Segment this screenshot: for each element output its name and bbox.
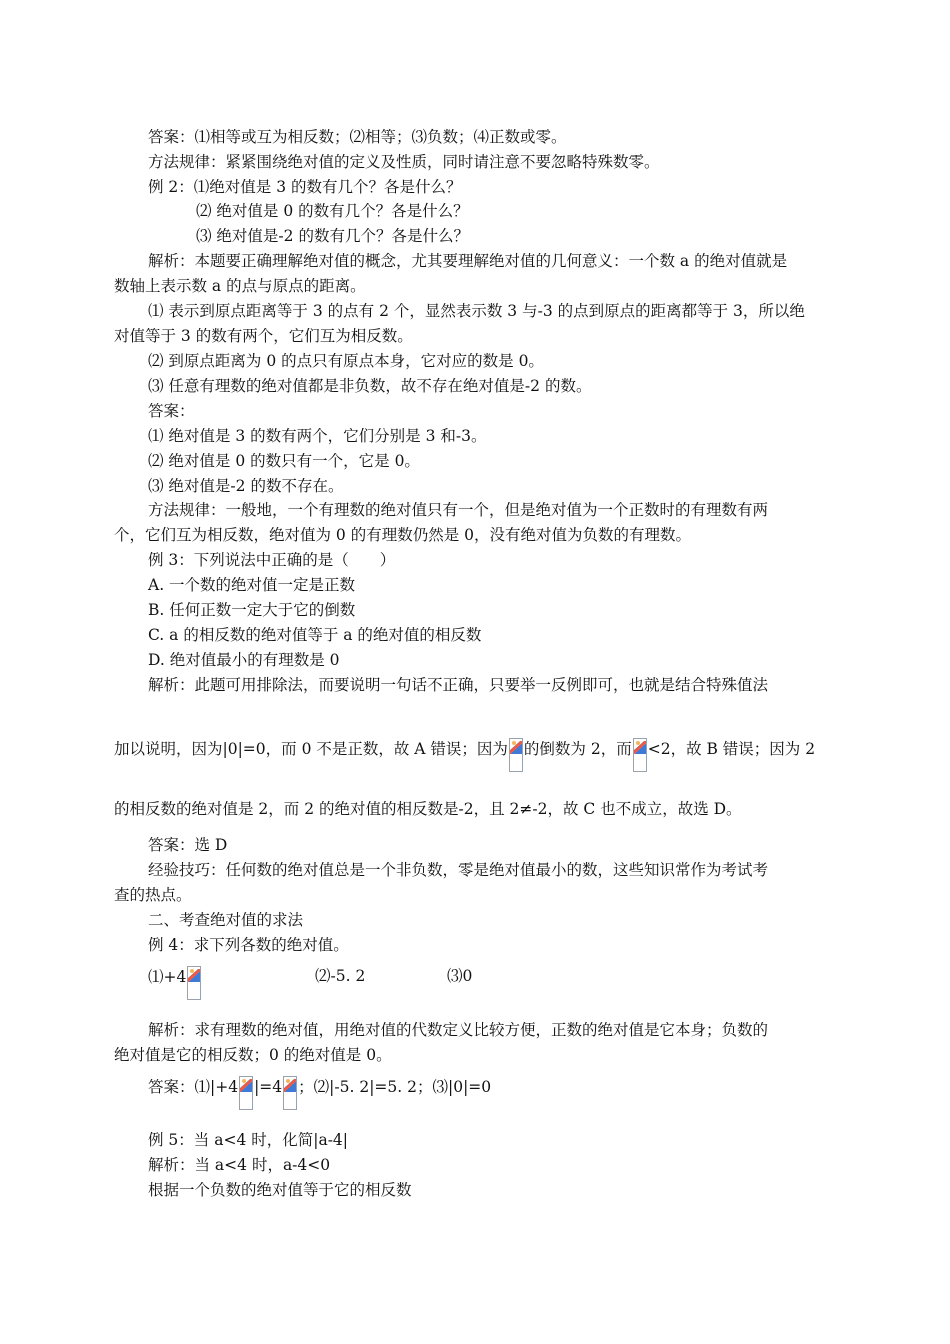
option-b: B. 任何正数一定大于它的倒数 bbox=[148, 601, 356, 619]
answer-ex2-a3: ⑶ 绝对值是-2 的数不存在。 bbox=[148, 477, 344, 495]
example-4-question: 例 4：求下列各数的绝对值。 bbox=[148, 936, 349, 954]
example-4-item2: ⑵-5. 2 bbox=[315, 967, 366, 985]
option-a: A. 一个数的绝对值一定是正数 bbox=[148, 576, 356, 594]
answer-ex1: 答案：⑴相等或互为相反数；⑵相等；⑶负数；⑷正数或零。 bbox=[148, 128, 567, 146]
analysis-ex3-line2-part1: 加以说明，因为|0|=0，而 0 不是正数，故 A 错误；因为 bbox=[114, 740, 508, 758]
method-rule-1: 方法规律：紧紧围绕绝对值的定义及性质，同时请注意不要忽略特殊数零。 bbox=[148, 153, 660, 171]
method-rule-2-line1: 方法规律：一般地，一个有理数的绝对值只有一个，但是绝对值为一个正数时的有理数有两 bbox=[148, 501, 769, 519]
example-3-question: 例 3：下列说法中正确的是（ ） bbox=[148, 551, 396, 569]
analysis-ex2-line2: 数轴上表示数 a 的点与原点的距离。 bbox=[114, 277, 366, 295]
answer-ex2-a2: ⑵ 绝对值是 0 的数只有一个，它是 0。 bbox=[148, 452, 420, 470]
fraction-image-icon bbox=[633, 738, 647, 772]
analysis-ex2-p2: ⑵ 到原点距离为 0 的点只有原点本身，它对应的数是 0。 bbox=[148, 352, 544, 370]
fraction-image-icon bbox=[283, 1076, 297, 1110]
answer-ex4-part2: |=4 bbox=[254, 1078, 283, 1096]
answer-ex4-part1: 答案：⑴|+4 bbox=[148, 1078, 239, 1096]
fraction-image-icon bbox=[239, 1076, 253, 1110]
option-d: D. 绝对值最小的有理数是 0 bbox=[148, 651, 340, 669]
answer-ex3: 答案：选 D bbox=[148, 836, 228, 854]
example-2-q1: 例 2：⑴绝对值是 3 的数有几个？各是什么？ bbox=[148, 178, 462, 196]
method-rule-2-line2: 个，它们互为相反数，绝对值为 0 的有理数仍然是 0，没有绝对值为负数的有理数。 bbox=[114, 526, 692, 544]
analysis-ex3-line2 bbox=[114, 738, 815, 772]
tips-line2: 查的热点。 bbox=[114, 886, 192, 904]
example-2-q3: ⑶ 绝对值是-2 的数有几个？各是什么？ bbox=[196, 227, 469, 245]
fraction-image-icon bbox=[187, 966, 201, 1000]
example-4-item1-text: ⑴+4 bbox=[148, 968, 187, 986]
analysis-ex3-line1: 解析：此题可用排除法，而要说明一句话不正确，只要举一反例即可，也就是结合特殊值法 bbox=[148, 676, 769, 694]
analysis-ex5-line1: 解析：当 a<4 时，a-4<0 bbox=[148, 1156, 331, 1174]
analysis-ex3-line3: 的相反数的绝对值是 2，而 2 的绝对值的相反数是-2，且 2≠-2，故 C 也不成立，故选 D。 bbox=[114, 800, 742, 818]
fraction-image-icon bbox=[509, 738, 523, 772]
analysis-ex3-line2-part3: <2，故 B 错误；因为 2 bbox=[647, 740, 816, 758]
example-4-item1 bbox=[148, 966, 202, 1000]
analysis-ex3-line2-part2: 的倒数为 2，而 bbox=[523, 740, 632, 758]
analysis-ex2-p3: ⑶ 任意有理数的绝对值都是非负数，故不存在绝对值是-2 的数。 bbox=[148, 377, 592, 395]
example-4-item3: ⑶0 bbox=[447, 967, 473, 985]
answer-ex2-a1: ⑴ 绝对值是 3 的数有两个，它们分别是 3 和-3。 bbox=[148, 427, 487, 445]
answer-ex2-heading: 答案： bbox=[148, 402, 195, 420]
section-heading-2: 二、考查绝对值的求法 bbox=[148, 911, 304, 929]
option-c: C. a 的相反数的绝对值等于 a 的绝对值的相反数 bbox=[148, 626, 482, 644]
analysis-ex2-p1-line1: ⑴ 表示到原点距离等于 3 的点有 2 个，显然表示数 3 与-3 的点到原点的距离都等于 3，所以绝 bbox=[148, 302, 805, 320]
tips-line1: 经验技巧：任何数的绝对值总是一个非负数，零是绝对值最小的数，这些知识常作为考试考 bbox=[148, 861, 769, 879]
example-5-question: 例 5：当 a<4 时，化简|a-4| bbox=[148, 1131, 349, 1149]
answer-ex4-part3: ；⑵|-5. 2|=5. 2；⑶|0|=0 bbox=[298, 1078, 492, 1096]
analysis-ex4-line2: 绝对值是它的相反数；0 的绝对值是 0。 bbox=[114, 1046, 392, 1064]
analysis-ex5-line2: 根据一个负数的绝对值等于它的相反数 bbox=[148, 1181, 412, 1199]
analysis-ex2-line1: 解析：本题要正确理解绝对值的概念，尤其要理解绝对值的几何意义：一个数 a 的绝对值就是 bbox=[148, 252, 788, 270]
answer-ex4 bbox=[148, 1076, 491, 1110]
analysis-ex2-p1-line2: 对值等于 3 的数有两个，它们互为相反数。 bbox=[114, 327, 413, 345]
example-2-q2: ⑵ 绝对值是 0 的数有几个？各是什么？ bbox=[196, 202, 469, 220]
analysis-ex4-line1: 解析：求有理数的绝对值，用绝对值的代数定义比较方便，正数的绝对值是它本身；负数的 bbox=[148, 1021, 769, 1039]
